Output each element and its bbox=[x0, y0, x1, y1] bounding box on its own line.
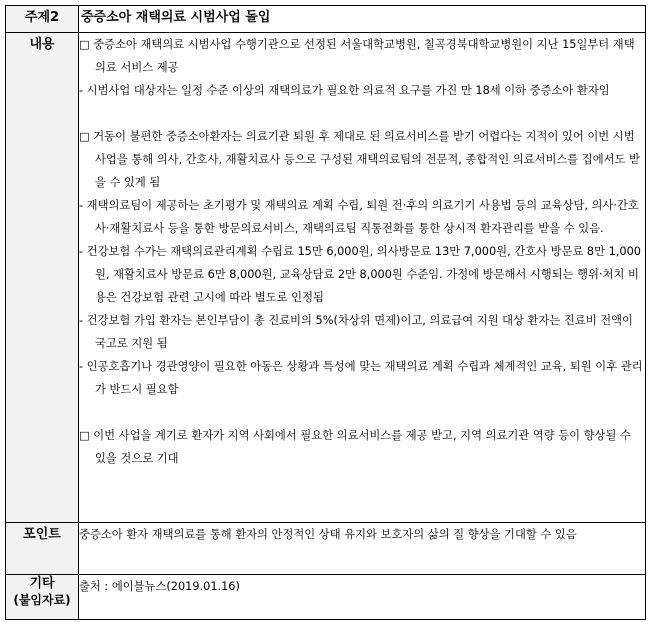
content-paragraph: □ 이번 사업을 계기로 환자가 지역 사회에서 필요한 의료서비스를 제공 받고, 지역 의료기관 역량 등이 향상될 수 있을 것으로 기대 bbox=[79, 429, 631, 465]
content-paragraph: □ 거동이 불편한 중증소아환자는 의료기관 퇴원 후 제대로 된 의료서비스를 받기 어렵다는 지적이 있어 이번 시범사업을 통해 의사, 간호사, 재활치료사 등으로 구성된 재택의료팀의 전문적, 종합적인 의료서비스를 집에서도 받을 수 있게 됨 bbox=[79, 130, 640, 189]
content-cell bbox=[79, 33, 646, 523]
content-row bbox=[6, 33, 646, 523]
topic-label: 주제2 bbox=[6, 6, 79, 33]
point-row bbox=[6, 523, 646, 575]
content-paragraph: - 건강보험 가입 환자는 본인부담이 총 진료비의 5%(차상위 면제)이고, 의료급여 지원 대상 환자는 진료비 전액이 국고로 지원 됨 bbox=[79, 314, 633, 350]
paragraph-spacer bbox=[79, 102, 645, 125]
content-paragraph: - 재택의료팀이 제공하는 초기평가 및 재택의료 계획 수립, 퇴원 전·후의 의료기기 사용법 등의 교육상담, 의사·간호사·재활치료사 등을 통한 방문의료서비스, 재택의료팀 직통전화를 통한 상시적 환자관리를 받을 수 있음. bbox=[79, 199, 639, 235]
content-paragraph: - 건강보험 수가는 재택의료관리계획 수립료 15만 6,000원, 의사방문료 13만 7,000원, 간호사 방문료 8만 1,000원, 재활치료사 방문료 6만 8,000원, 교육상담료 2만 8,000원 수준임. 가정에 방문해서 시행되는 행위·처치 비용은 건강보험 관련 고시에 따라 별도로 인정됨 bbox=[79, 245, 641, 304]
content-label: 내용 bbox=[6, 33, 79, 523]
point-text: 중증소아 환자 재택의료를 통해 환자의 안정적인 상태 유지와 보호자의 삶의 질 향상을 기대할 수 있음 bbox=[79, 528, 577, 541]
content-paragraph: - 시범사업 대상자는 일정 수준 이상의 재택의료가 필요한 의료적 요구를 가진 만 18세 이하 중증소아 환자임 bbox=[79, 84, 610, 97]
etc-label-sub: (붙임자료) bbox=[13, 593, 71, 607]
content-paragraph: - 인공호흡기나 경관영양이 필요한 아동은 상황과 특성에 맞는 재택의료 계획 수립과 체계적인 교육, 퇴원 이후 관리가 반드시 필요함 bbox=[79, 360, 643, 396]
etc-label bbox=[6, 575, 79, 620]
content-paragraph: □ 중증소아 재택의료 시범사업 수행기관으로 선정된 서울대학교병원, 칠곡경북대학교병원이 지난 15일부터 재택의료 서비스 제공 bbox=[79, 38, 635, 74]
topic-row bbox=[6, 6, 646, 33]
etc-cell bbox=[79, 575, 646, 620]
point-cell bbox=[79, 523, 646, 575]
topic-title: 중증소아 재택의료 시범사업 돌입 bbox=[81, 10, 271, 25]
etc-label-main: 기타 bbox=[29, 576, 55, 591]
source-text: 출처 : 에이블뉴스(2019.01.16) bbox=[79, 580, 240, 593]
content-table bbox=[5, 5, 646, 620]
point-label: 포인트 bbox=[6, 523, 79, 575]
paragraph-spacer bbox=[79, 401, 645, 424]
topic-cell bbox=[79, 6, 646, 33]
etc-row bbox=[6, 575, 646, 620]
